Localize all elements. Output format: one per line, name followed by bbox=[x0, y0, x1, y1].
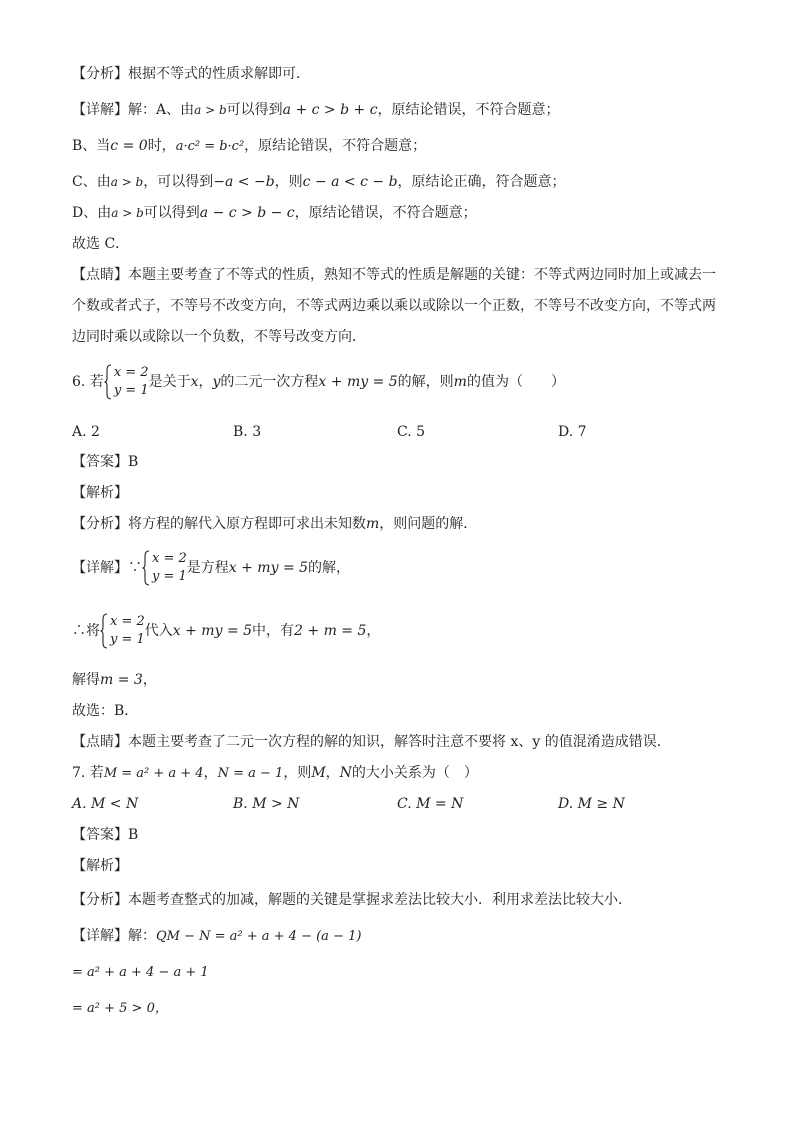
text: 的值为（ ） bbox=[466, 374, 565, 390]
option-text: C. M = N bbox=[397, 796, 464, 812]
detail-line bbox=[72, 550, 350, 586]
detail-label: 【详解】解：A、由 bbox=[72, 102, 195, 118]
math-expr: a > b bbox=[111, 206, 144, 220]
text: 的解， bbox=[308, 560, 351, 576]
point-text: 【点睛】本题主要考查了不等式的性质，熟知不等式的性质是解题的关键：不等式两边同时加上或减去一个数或者式子，不等号不改变方向，不等式两边乘以乘以或除以一个正数，不等号不改变方向，不等式两边同时乘以或除以一个负数，不等号改变方向． bbox=[72, 267, 716, 345]
option-d bbox=[558, 794, 625, 814]
text: ，原结论错误，不符合题意； bbox=[377, 102, 560, 118]
system-row: x = 2 bbox=[110, 614, 145, 629]
brace-icon bbox=[104, 364, 112, 400]
text: ， bbox=[325, 765, 340, 781]
equation-system bbox=[104, 364, 149, 400]
text: 可以得到 bbox=[143, 205, 200, 221]
math-expr: a·c² = b·c² bbox=[175, 139, 245, 154]
math-expr: QM − N = a² + a + 4 − (a − 1) bbox=[156, 929, 362, 944]
text: B、当 bbox=[72, 138, 111, 154]
text: 【详解】∵ bbox=[72, 560, 142, 576]
text: 【分析】将方程的解代入原方程即可求出未知数 bbox=[72, 516, 366, 532]
text: ， bbox=[198, 374, 213, 390]
analysis-text: 【分析】本题考查整式的加减，解题的关键是掌握求差法比较大小．利用求差法比较大小． bbox=[72, 892, 632, 908]
question-number: 6. 若 bbox=[72, 374, 104, 390]
math-expr: m = 3 bbox=[100, 672, 143, 688]
analysis-line bbox=[72, 890, 632, 910]
text: ∴将 bbox=[72, 623, 100, 639]
option-a bbox=[72, 794, 138, 814]
detail-line bbox=[72, 926, 361, 947]
text: ，则 bbox=[283, 765, 312, 781]
question-7 bbox=[72, 763, 478, 784]
math-expr: x + my = 5 bbox=[318, 374, 398, 390]
math-expr: x + my = 5 bbox=[172, 623, 253, 639]
point-line bbox=[72, 732, 671, 752]
math-var: m bbox=[453, 374, 467, 390]
detail-line-a bbox=[72, 100, 560, 120]
analysis-line bbox=[72, 514, 477, 534]
text: 的二元一次方程 bbox=[220, 374, 319, 390]
option-a bbox=[72, 422, 100, 442]
option-text: D. 7 bbox=[558, 424, 587, 440]
answer-line bbox=[72, 825, 138, 845]
text: ， bbox=[142, 672, 157, 688]
option-text: A. M < N bbox=[72, 796, 139, 812]
choose-line bbox=[72, 701, 138, 721]
math-expr: a > b bbox=[194, 103, 227, 117]
text: 代入 bbox=[144, 623, 173, 639]
system-row: y = 1 bbox=[113, 383, 149, 398]
math-expr: N = a − 1 bbox=[217, 766, 284, 781]
option-c bbox=[397, 422, 425, 442]
math-expr: = a² + 5 > 0， bbox=[72, 1001, 168, 1016]
jiexi-text: 【解析】 bbox=[72, 858, 128, 874]
choose-line bbox=[72, 234, 129, 254]
text: ，则问题的解． bbox=[379, 516, 478, 532]
math-var: N bbox=[339, 765, 352, 781]
system-row: x = 2 bbox=[113, 365, 149, 380]
math-expr: M = a² + a + 4 bbox=[103, 766, 204, 781]
system-row: y = 1 bbox=[110, 632, 145, 647]
text: 的大小关系为（ ） bbox=[351, 765, 478, 781]
option-d bbox=[558, 422, 587, 442]
text: ，则 bbox=[274, 174, 303, 190]
math-expr: = a² + a + 4 − a + 1 bbox=[72, 965, 209, 980]
math-expr: a > b bbox=[110, 175, 144, 189]
math-expr: c − a < c − b bbox=[302, 174, 398, 190]
text: ，原结论错误，不符合题意； bbox=[294, 205, 477, 221]
detail-line-c bbox=[72, 172, 566, 192]
step-line bbox=[72, 962, 209, 983]
analysis-text: 【分析】根据不等式的性质求解即可． bbox=[72, 66, 310, 82]
math-var: m bbox=[366, 516, 380, 532]
math-expr: a − c > b − c bbox=[199, 205, 295, 221]
text: ， bbox=[203, 765, 218, 781]
equation-system bbox=[100, 613, 145, 649]
substitute-line bbox=[72, 613, 380, 649]
brace-icon bbox=[100, 613, 108, 649]
question-number: 7. 若 bbox=[72, 765, 104, 781]
solve-line bbox=[72, 670, 157, 690]
answer-text: 【答案】B bbox=[72, 454, 139, 470]
question-6 bbox=[72, 364, 565, 400]
point-paragraph bbox=[72, 260, 724, 353]
option-text: B. 3 bbox=[233, 424, 262, 440]
text: 的解，则 bbox=[397, 374, 454, 390]
math-var: M bbox=[311, 765, 326, 781]
text: C、由 bbox=[72, 174, 111, 190]
math-expr: a + c > b + c bbox=[282, 102, 378, 118]
text: 【详解】解： bbox=[72, 928, 156, 944]
math-expr: 2 + m = 5 bbox=[294, 623, 367, 639]
text: D、由 bbox=[72, 205, 112, 221]
text: 解得 bbox=[72, 672, 100, 688]
choose-text: 故选 C． bbox=[72, 236, 130, 252]
answer-text: 【答案】B bbox=[72, 827, 139, 843]
option-c bbox=[397, 794, 463, 814]
system-row: y = 1 bbox=[152, 569, 187, 584]
jiexi-text: 【解析】 bbox=[72, 485, 128, 501]
text: 可以得到 bbox=[226, 102, 283, 118]
text: 时， bbox=[147, 138, 176, 154]
analysis-line bbox=[72, 64, 310, 84]
system-row: x = 2 bbox=[152, 551, 187, 566]
point-text: 【点睛】本题主要考查了二元一次方程的解的知识，解答时注意不要将 x、y 的值混淆造成错误． bbox=[72, 734, 671, 750]
text: 是关于 bbox=[148, 374, 191, 390]
option-text: C. 5 bbox=[397, 424, 426, 440]
math-var: y bbox=[212, 374, 221, 390]
text: ，原结论正确，符合题意； bbox=[397, 174, 566, 190]
text: 中，有 bbox=[252, 623, 295, 639]
text: ，可以得到 bbox=[143, 174, 214, 190]
option-text: A. 2 bbox=[72, 424, 100, 440]
option-b bbox=[233, 794, 299, 814]
text: 是方程 bbox=[186, 560, 229, 576]
equation-system bbox=[142, 550, 187, 586]
detail-line-b bbox=[72, 136, 426, 157]
option-text: B. M > N bbox=[233, 796, 300, 812]
math-expr: −a < −b bbox=[213, 174, 275, 190]
detail-line-d bbox=[72, 203, 477, 223]
choose-text: 故选：B． bbox=[72, 703, 139, 719]
jiexi-line bbox=[72, 856, 128, 876]
math-var: x bbox=[190, 374, 199, 390]
option-text: D. M ≥ N bbox=[558, 796, 625, 812]
option-b bbox=[233, 422, 261, 442]
brace-icon bbox=[142, 550, 150, 586]
text: ， bbox=[366, 623, 381, 639]
jiexi-line bbox=[72, 483, 128, 503]
math-expr: c = 0 bbox=[110, 138, 148, 154]
answer-line bbox=[72, 452, 138, 472]
step-line bbox=[72, 998, 168, 1019]
text: ，原结论错误，不符合题意； bbox=[244, 138, 427, 154]
math-expr: x + my = 5 bbox=[228, 560, 309, 576]
